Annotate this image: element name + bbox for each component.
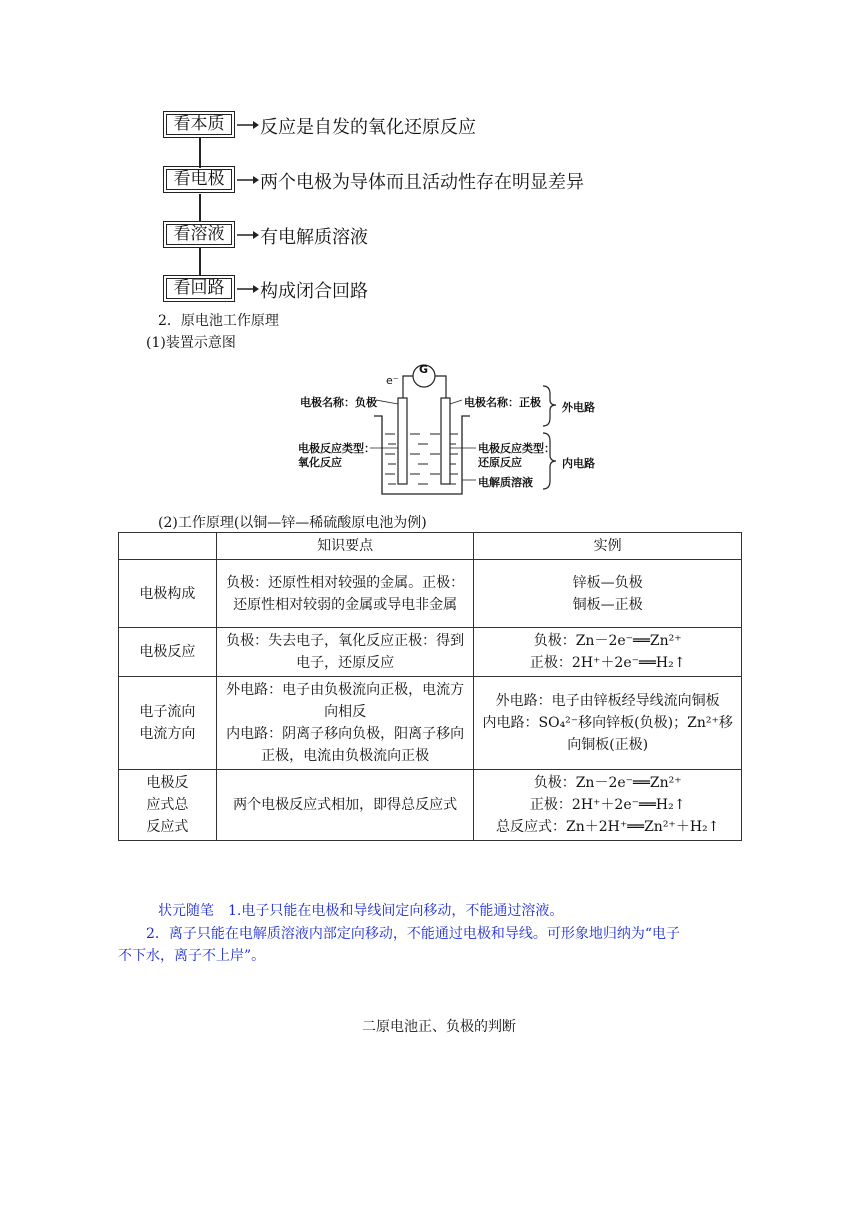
flow-text-electrode: 两个电极为导体而且活动性存在明显差异 (260, 172, 584, 193)
section-title: 2．原电池工作原理 (158, 313, 279, 329)
cell-line: 正极：2H⁺＋2e⁻══H₂↑ (529, 797, 686, 813)
note-line: 状元随笔 1.电子只能在电极和导线间定向移动，不能通过溶液。 (158, 903, 564, 919)
note-line: 2．离子只能在电解质溶液内部定向移动，不能通过电极和导线。可形象地归纳为“电子 (146, 926, 681, 942)
arrow-right-icon (237, 120, 259, 130)
row-label-line: 电子流向 (139, 704, 196, 720)
cell-line: 正极：2H⁺＋2e⁻══H₂↑ (529, 655, 686, 671)
cell-line: 外电路：电子由锌板经导线流向铜板 (495, 693, 720, 709)
inner-circuit-label: 内电路 (562, 457, 595, 470)
subsection-title: (1)装置示意图 (146, 335, 236, 351)
table-header-row (119, 533, 742, 560)
table-cell: 负极：还原性相对较强的金属。正极：还原性相对较弱的金属或导电非金属 (216, 560, 474, 628)
table-cell (474, 677, 742, 770)
outer-circuit-label: 外电路 (562, 401, 595, 414)
cell-line: 内电路：阴离子移向负极，阳离子移向正极，电流由负极流向正极 (226, 726, 465, 764)
note-line: 不下水，离子不上岸”。 (118, 948, 266, 964)
galvanometer-label: G (419, 363, 429, 376)
right-reaction-type: 电极反应类型： (478, 442, 555, 455)
row-label-line: 反应式 (146, 819, 189, 835)
flow-text-nature: 反应是自发的氧化还原反应 (260, 117, 476, 138)
row-label: 电极反应 (119, 628, 217, 677)
electron-label: e⁻ (386, 374, 399, 387)
row-label (119, 770, 217, 841)
section-heading: 二原电池正、负极的判断 (362, 1019, 516, 1035)
table-cell (474, 560, 742, 628)
zinc-electrode (398, 398, 407, 484)
flow-box-electrode: 看电极 (163, 166, 235, 193)
arrow-right-icon (237, 175, 259, 185)
right-electrode-name: 电极名称：正极 (464, 396, 541, 409)
arrow-right-icon (237, 230, 259, 240)
row-label: 电极构成 (119, 560, 217, 628)
table-row (119, 677, 742, 770)
table-cell: 负极：失去电子，氧化反应正极：得到电子，还原反应 (216, 628, 474, 677)
flow-text-solution: 有电解质溶液 (260, 227, 368, 248)
right-reaction: 还原反应 (478, 456, 522, 469)
cell-line: 负极：Zn－2e⁻══Zn²⁺ (533, 633, 682, 649)
row-label-line: 应式总 (146, 797, 189, 813)
cell-line: 负极：Zn－2e⁻══Zn²⁺ (533, 775, 682, 791)
electrolyte-label: 电解质溶液 (478, 476, 533, 489)
table-row (119, 628, 742, 677)
row-label (119, 677, 217, 770)
table-header: 实例 (474, 533, 742, 560)
copper-electrode (441, 398, 450, 484)
table-cell (474, 628, 742, 677)
arrow-right-icon (237, 284, 259, 294)
galvanic-cell-diagram (290, 358, 610, 500)
flow-box-solution: 看溶液 (163, 221, 235, 248)
cell-line: 总反应式：Zn＋2H⁺══Zn²⁺＋H₂↑ (495, 819, 720, 835)
left-reaction-type: 电极反应类型： (298, 442, 375, 455)
table-cell (474, 770, 742, 841)
cell-line: 锌板—负极 (572, 574, 643, 591)
subsection-title: (2)工作原理(以铜—锌—稀硫酸原电池为例) (158, 515, 427, 531)
cell-line: 内电路：SO₄²⁻移向锌板(负极)；Zn²⁺移向铜板(正极) (482, 715, 733, 753)
principle-table (118, 532, 742, 841)
connector-line (199, 138, 201, 168)
table-row (119, 560, 742, 628)
flow-box-circuit: 看回路 (163, 275, 235, 302)
table-row (119, 770, 742, 841)
cell-line: 铜板—正极 (572, 596, 643, 613)
row-label-line: 电流方向 (139, 726, 196, 742)
connector-line (199, 248, 201, 276)
table-cell (216, 677, 474, 770)
left-reaction: 氧化反应 (298, 456, 342, 469)
flow-text-circuit: 构成闭合回路 (260, 281, 368, 302)
left-electrode-name: 电极名称：负极 (300, 396, 377, 409)
cell-line: 外电路：电子由负极流向正极，电流方向相反 (226, 682, 465, 720)
table-cell: 两个电极反应式相加，即得总反应式 (216, 770, 474, 841)
table-header: 知识要点 (216, 533, 474, 560)
table-header (119, 533, 217, 560)
connector-line (199, 194, 201, 222)
flow-box-nature: 看本质 (163, 111, 235, 138)
row-label-line: 电极反 (146, 775, 189, 791)
